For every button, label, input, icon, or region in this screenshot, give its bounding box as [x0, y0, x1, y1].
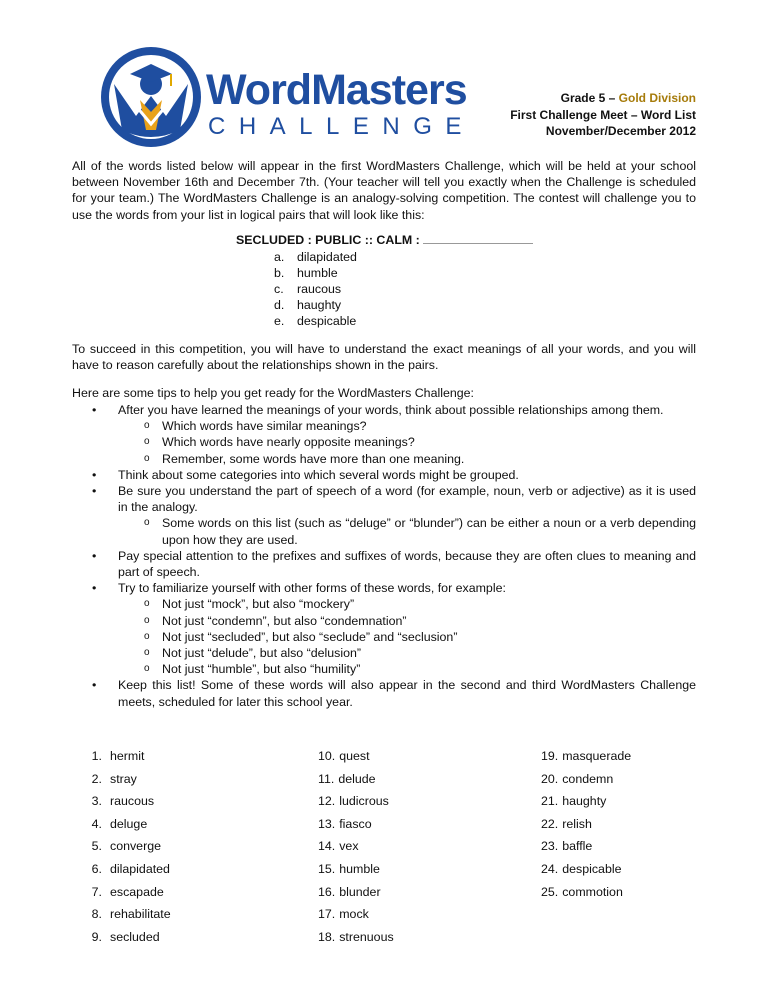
- succeed-paragraph: To succeed in this competition, you will have to understand the exact meanings of all your words, and you will have to reason carefully about the relationships shown in the pairs.: [72, 342, 696, 373]
- grade-line: [510, 90, 696, 107]
- list-item: 14. vex: [318, 839, 359, 854]
- list-item: 11. delude: [318, 771, 376, 786]
- list-item: 24. despicable: [541, 861, 622, 876]
- list-item: 17. mock: [318, 907, 369, 922]
- tip-item: • Think about some categories into which several words might be grouped.: [92, 467, 519, 482]
- list-item: 22. relish: [541, 816, 592, 831]
- list-item: 16. blunder: [318, 884, 381, 899]
- option-c: c. raucous: [274, 282, 342, 296]
- wordmasters-logo: [96, 44, 476, 150]
- sub-tip-item: o Not just “condemn”, but also “condemnation”: [144, 613, 407, 628]
- list-item: 7. escapade: [91, 884, 164, 899]
- bullet-icon: •: [92, 548, 97, 563]
- document-header: [510, 90, 696, 140]
- sub-bullet-icon: o: [144, 630, 150, 642]
- sub-bullet-icon: o: [144, 647, 150, 659]
- list-item: 13. fiasco: [318, 816, 372, 831]
- list-item: 8. rehabilitate: [91, 907, 171, 922]
- sub-tip-item: o Remember, some words have more than one meaning.: [144, 451, 465, 466]
- answer-blank: [423, 233, 533, 244]
- sub-bullet-icon: o: [144, 452, 150, 464]
- sub-bullet-icon: o: [144, 614, 150, 626]
- student-emblem-icon: [96, 44, 206, 150]
- list-item: 1. hermit: [91, 749, 145, 763]
- list-item: 2. stray: [91, 771, 137, 786]
- analogy-example: [236, 232, 533, 248]
- list-item: 21. haughty: [541, 794, 607, 809]
- sub-bullet-icon: o: [144, 598, 150, 610]
- list-item: 18. strenuous: [318, 929, 394, 944]
- sub-tip-item: o Which words have similar meanings?: [144, 419, 367, 434]
- option-b: b. humble: [274, 266, 338, 280]
- option-a: a. dilapidated: [274, 250, 357, 264]
- list-item: 12. ludicrous: [318, 794, 389, 809]
- list-item: 4. deluge: [91, 816, 148, 831]
- option-e: e. despicable: [274, 314, 357, 328]
- analogy-prompt: SECLUDED : PUBLIC :: CALM :: [236, 233, 424, 247]
- list-item: 9. secluded: [91, 929, 160, 944]
- sub-bullet-icon: o: [144, 420, 150, 432]
- tips-intro: Here are some tips to help you get ready for the WordMasters Challenge:: [72, 386, 474, 400]
- tip-item: • After you have learned the meanings of your words, think about possible relationships among them.: [92, 403, 664, 417]
- word-column-3: [541, 748, 631, 906]
- meet-date: November/December 2012: [545, 124, 696, 138]
- sub-tip-item: o Not just “delude”, but also “delusion”: [144, 646, 362, 661]
- list-item: 23. baffle: [541, 839, 593, 854]
- bullet-icon: •: [92, 678, 97, 693]
- tip-item: • Keep this list! Some of these words will also appear in the second and third WordMasters Challenge meets, scheduled for later this school year.: [92, 678, 696, 709]
- bullet-icon: •: [92, 484, 97, 499]
- intro-paragraph: All of the words listed below will appear in the first WordMasters Challenge, which will be held at your school between November 16th and December 7th. (Your teacher will tell you exactly when the Challenge is scheduled for your team.) The WordMasters Challenge is an analogy-solving competition. The contest will challenge you to use the words from your list in logical pairs that will look like this:: [72, 159, 696, 222]
- list-item: 20. condemn: [541, 771, 614, 786]
- bullet-icon: •: [92, 403, 97, 417]
- tips-list: [72, 402, 696, 710]
- sub-bullet-icon: o: [144, 436, 150, 448]
- word-column-1: [84, 748, 171, 951]
- list-item: 15. humble: [318, 861, 380, 876]
- logo-wordmark: WordMasters: [206, 66, 467, 114]
- sub-bullet-icon: o: [144, 663, 150, 675]
- bullet-icon: •: [92, 467, 97, 482]
- list-item: 19. masquerade: [541, 749, 632, 763]
- word-column-2: [318, 748, 394, 951]
- tip-item: • Be sure you understand the part of speech of a word (for example, noun, verb or adjective) as it is used in the analogy.: [92, 484, 696, 515]
- bullet-icon: •: [92, 581, 97, 596]
- list-item: 10. quest: [318, 749, 370, 763]
- grade-label: Grade 5 –: [560, 91, 619, 105]
- sub-tip-item: o Which words have nearly opposite meanings?: [144, 435, 415, 450]
- sub-tip-item: o Not just “mock”, but also “mockery”: [144, 597, 355, 612]
- sub-tip-item: o Not just “humble”, but also “humility”: [144, 662, 361, 677]
- division-label: Gold Division: [618, 91, 696, 105]
- list-item: 5. converge: [91, 839, 161, 854]
- tip-item: • Try to familiarize yourself with other forms of these words, for example:: [92, 581, 506, 596]
- logo-subtitle: CHALLENGE: [208, 113, 475, 140]
- sub-tip-item: o Some words on this list (such as “deluge” or “blunder”) can be either a noun or a verb depending upon how they are used.: [144, 516, 696, 547]
- analogy-options: [274, 249, 357, 329]
- sub-bullet-icon: o: [144, 517, 150, 529]
- tip-item: • Pay special attention to the prefixes and suffixes of words, because they are often clues to meaning and part of speech.: [92, 548, 696, 580]
- meet-title: First Challenge Meet – Word List: [510, 107, 696, 122]
- option-d: d. haughty: [274, 298, 342, 312]
- list-item: 3. raucous: [91, 794, 155, 809]
- list-item: 6. dilapidated: [91, 861, 170, 876]
- list-item: 25. commotion: [541, 884, 623, 899]
- sub-tip-item: o Not just “secluded”, but also “seclude” and “seclusion”: [144, 629, 458, 644]
